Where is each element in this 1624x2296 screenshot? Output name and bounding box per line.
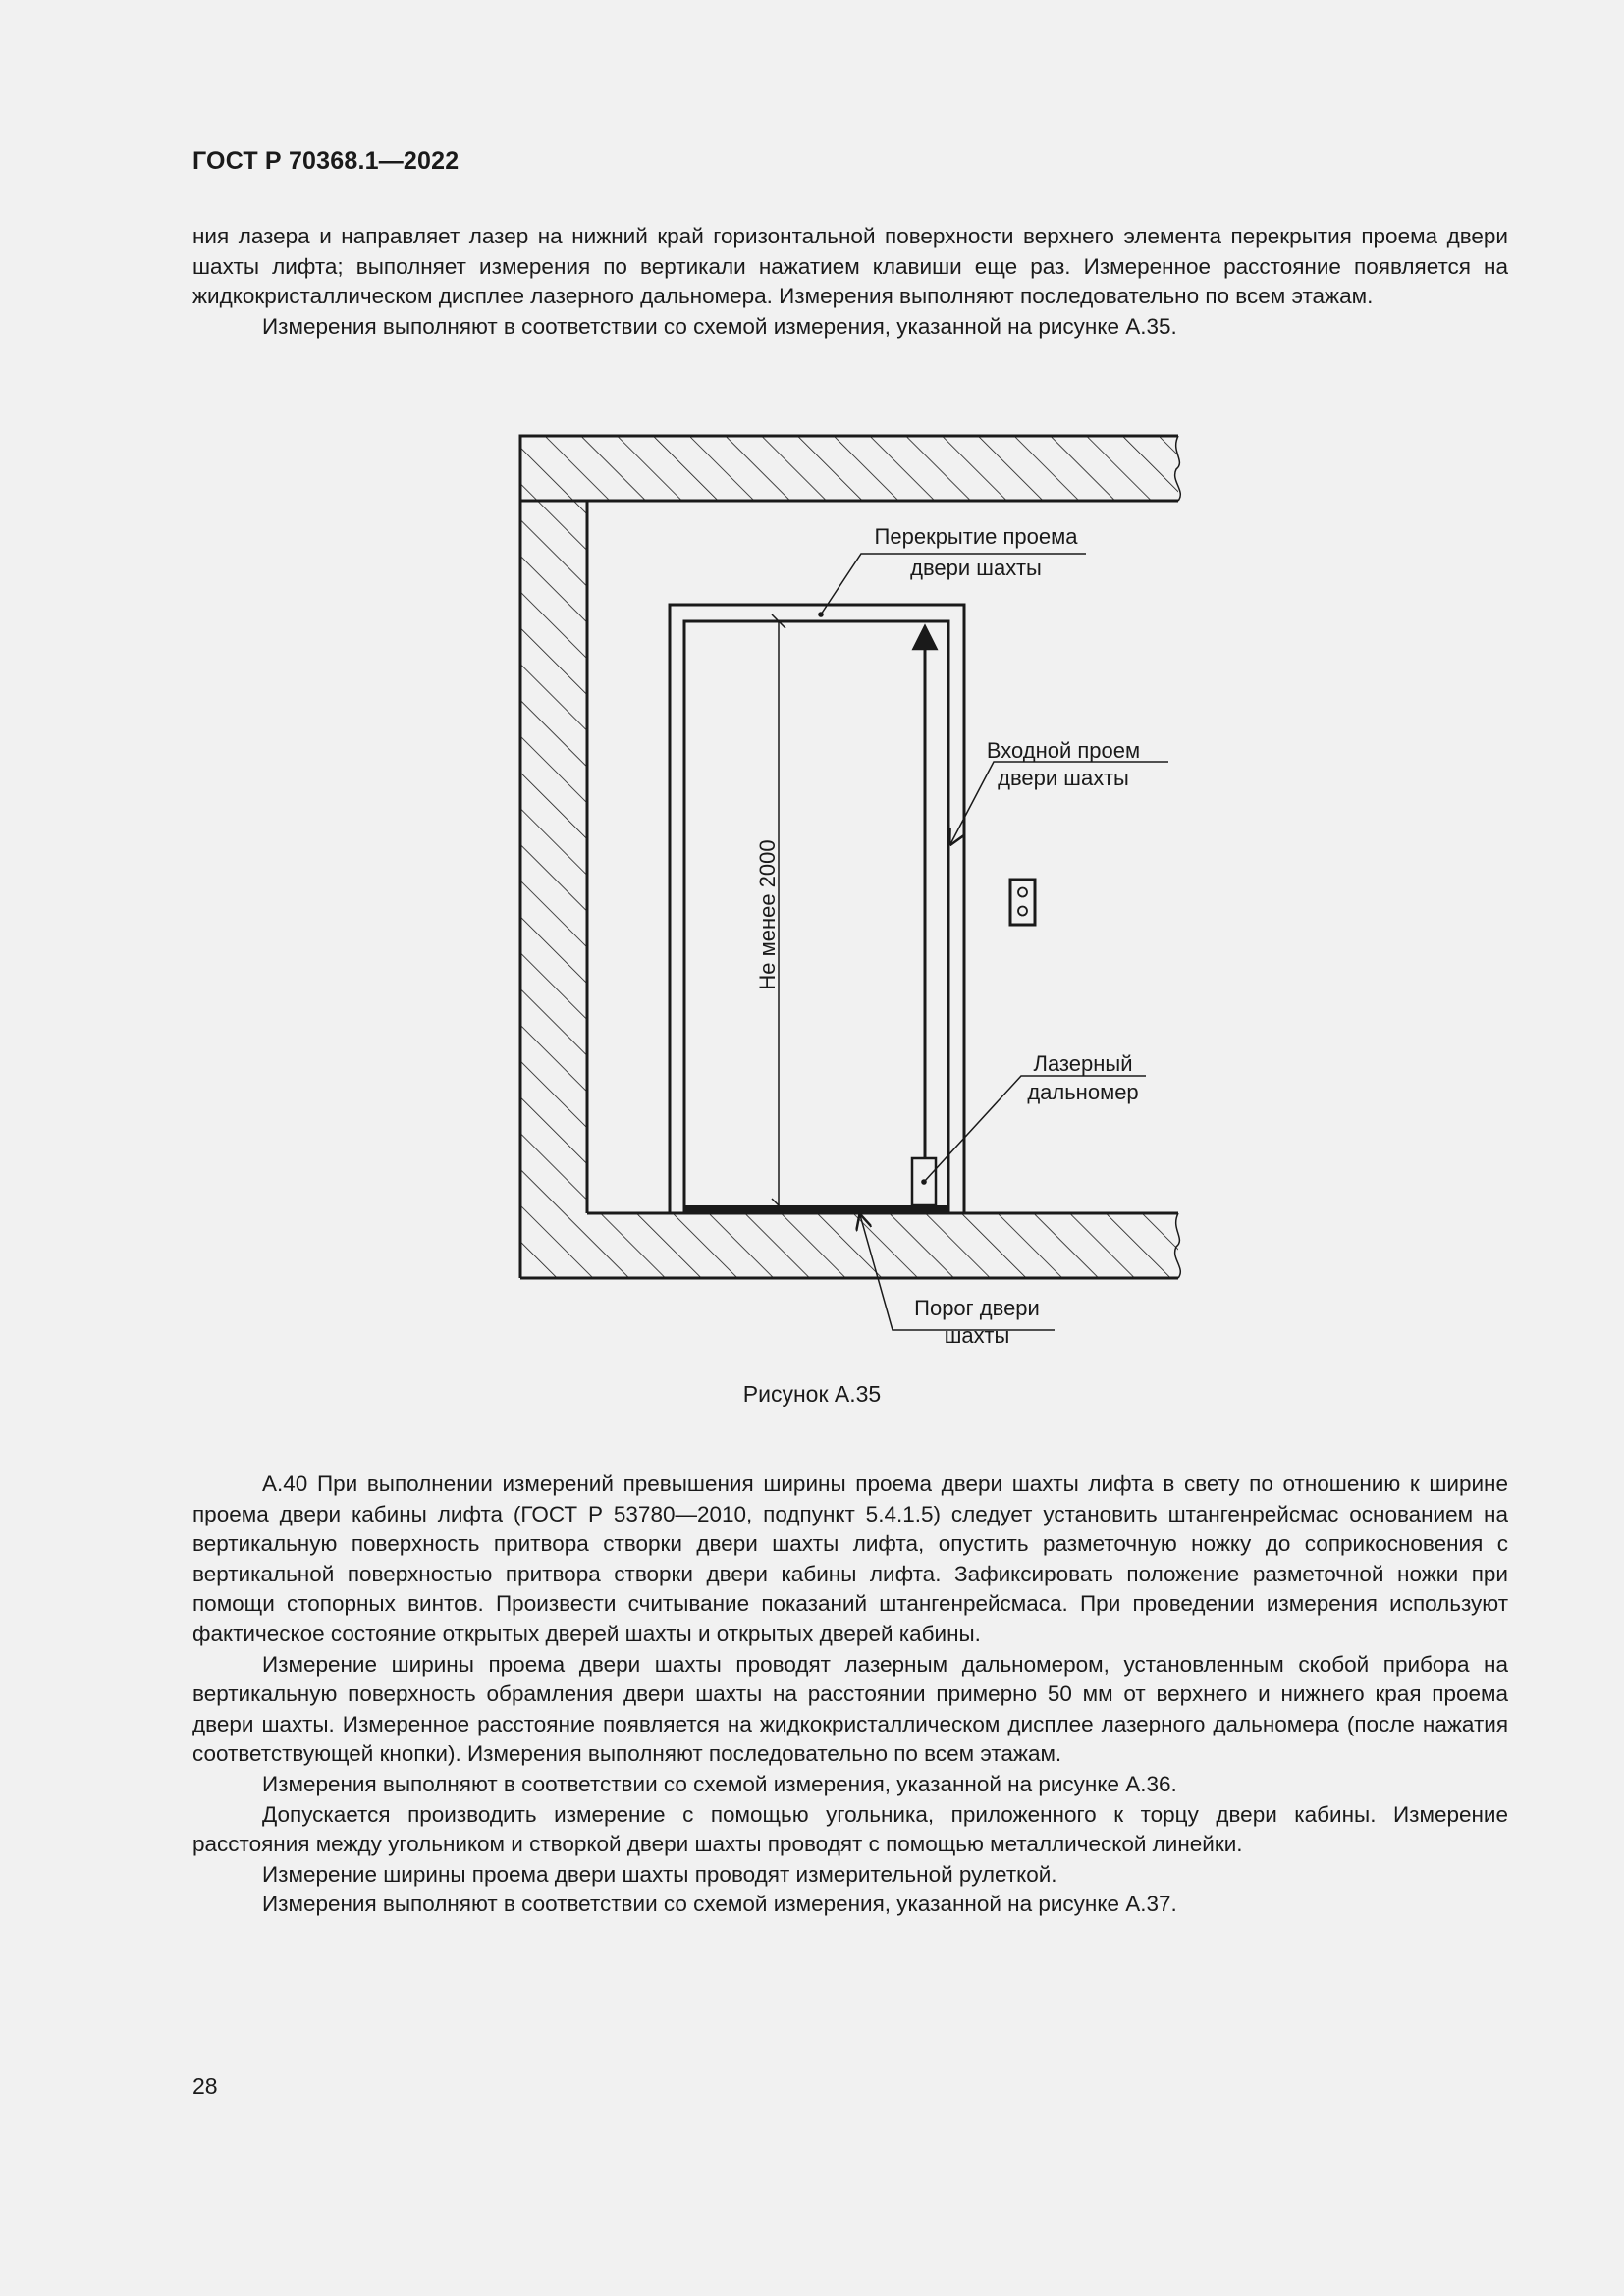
paragraph: Измерение ширины проема двери шахты проводят измерительной рулеткой. [262,1861,1057,1887]
label-rangefinder-line2: дальномер [1027,1080,1139,1104]
laser-rangefinder [912,1158,936,1205]
door-frame [670,605,964,1213]
leader-sill [860,1215,1055,1330]
paragraph: Допускается производить измерение с помощью угольника, приложенного к торцу двери кабины. Измерение расстояния между угольником и створкой двери шахты проводят с помощью металлической линейки. [192,1801,1508,1857]
paragraph: Измерения выполняют в соответствии со схемой измерения, указанной на рисунке А.35. [262,313,1177,339]
top-text-block [192,222,1508,342]
dimension-label: Не менее 2000 [755,839,780,990]
call-button-panel [1010,880,1035,925]
label-entrance-line2: двери шахты [998,766,1129,790]
label-rangefinder-line1: Лазерный [1033,1051,1133,1076]
left-wall [520,436,587,1278]
bottom-text-block [192,1469,1508,1920]
label-sill-line2: шахты [944,1323,1010,1348]
label-sill-line1: Порог двери [914,1296,1040,1320]
paragraph: Измерения выполняют в соответствии со схемой измерения, указанной на рисунке А.36. [262,1771,1177,1796]
leader-entrance [950,762,1168,844]
floor-slab [520,1213,1180,1278]
paragraph: ния лазера и направляет лазер на нижний край горизонтальной поверхности верхнего элемента перекрытия проема двери шахты лифта; выполняет измерения по вертикали нажатием клавиши еще раз. Измеренное расстояние появляется на жидкокристаллическом дисплее лазерного дальномера. Измерения выполняют последовательно по всем этажам. [192,224,1508,309]
figure-caption: Рисунок А.35 [742,1381,882,1407]
document-header: ГОСТ Р 70368.1—2022 [192,147,460,175]
top-slab [520,436,1180,501]
label-entrance-line1: Входной проем [986,738,1141,763]
paragraph: Измерение ширины проема двери шахты проводят лазерным дальномером, установленным скобой прибора на вертикальную поверхность обрамления двери шахты на расстоянии примерно 50 мм от верхнего и нижнего края проема двери шахты. Измеренное расстояние появляется на жидкокристаллическом дисплее лазерного дальномера (после нажатия соответствующей кнопки). Измерения выполняют последовательно по всем этажам. [192,1651,1508,1767]
leader-rangefinder [921,1076,1146,1185]
paragraph: А.40 При выполнении измерений превышения ширины проема двери шахты лифта в свету по отношению к ширине проема двери кабины лифта (ГОСТ Р 53780—2010, подпункт 5.4.1.5) следует установить штангенрейсмас основанием на вертикальную поверхность притвора створки двери шахты лифта, опустить разметочную ножку до соприкосновения с вертикальной поверхностью притвора створки двери кабины лифта. Зафиксировать положение разметочной ножки при помощи стопорных винтов. Произвести считывание показаний штангенрейсмаса. При проведении измерения используют фактическое состояние открытых дверей шахты и открытых дверей кабины. [192,1471,1508,1646]
dimension-line [772,614,785,1212]
door-sill [684,1205,948,1213]
paragraph: Измерения выполняют в соответствии со схемой измерения, указанной на рисунке А.37. [262,1892,1177,1917]
label-overlap-line1: Перекрытие проема [874,524,1078,549]
label-overlap-line2: двери шахты [910,556,1042,580]
leader-overlap [818,554,1086,617]
page-number: 28 [192,2073,218,2099]
